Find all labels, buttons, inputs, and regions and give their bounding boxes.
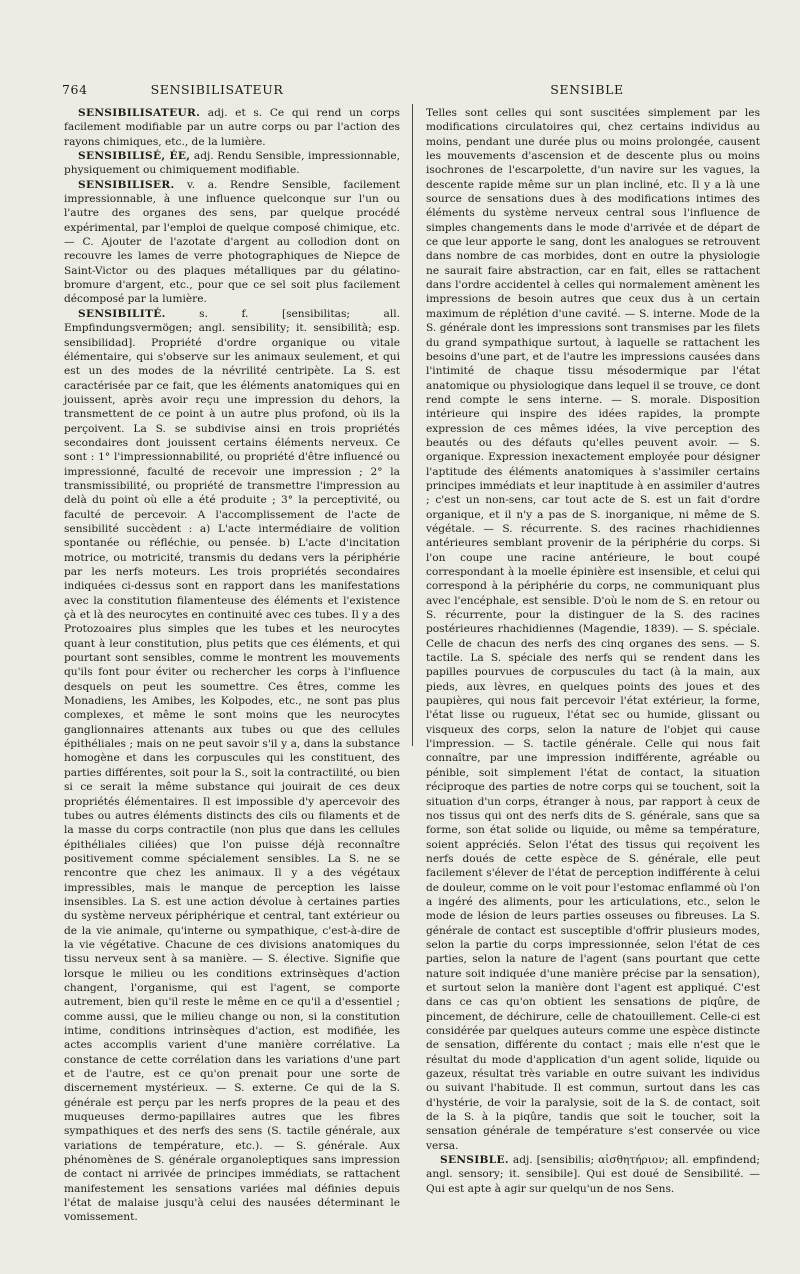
- entry-headword: SENSIBLE.: [440, 1154, 509, 1167]
- entry-sensibilite-continued: [426, 106, 760, 1153]
- page-header: [62, 82, 742, 102]
- left-column: [64, 106, 400, 1225]
- entry-sensibilisateur: [64, 106, 400, 149]
- entry-text: adj. et s. Ce qui rend un corps facilement modifiable par un autre corps ou par l'action des rayons chimiques, etc., de la lumière.: [64, 107, 400, 148]
- entry-headword: SENSIBILISÉ, ÉE,: [78, 150, 191, 163]
- entry-text: adj. [sensibilis; αἰσθητήριον; all. empfindend; angl. sensory; it. sensibile]. Qui est doué de Sensibilité. — Qui est apte à agir sur quelqu'un de nos Sens.: [426, 1154, 760, 1195]
- page-number: 764: [62, 82, 88, 97]
- entry-headword: SENSIBILISER.: [78, 178, 175, 191]
- entry-headword: SENSIBILITÉ.: [78, 307, 166, 320]
- column-divider: [412, 104, 413, 746]
- right-column: [426, 106, 760, 1196]
- entry-text: Telles sont celles qui sont suscitées simplement par les modifications circulatoires qui, chez certains individus au moins, pendant une durée plus ou moins prolongée, causent les mouvements d'ascension et de descente plus ou moins isochrones de l'escarpolette, d'un navire sur les vagues, la descente rapide même sur un plan incliné, etc. Il y a là une source de sensations dues à des modifications intimes des éléments du système nerveux central sous l'influence de simples changements dans le mode d'arrivée et de départ de ce que leur apporte le sang, dont les analogues se retrouvent dans nombre de cas morbides, dont en outre la physiologie ne saurait faire abstraction, car en fait, elles se rattachent dans l'ordre accidentel à celles qui normalement amènent les impressions de besoin autres que ceux dus à un certain maximum de réplétion d'une cavité. — S. interne. Mode de la S. générale dont les impressions sont transmises par les filets du grand sympathique surtout, à laquelle se rattachent les besoins d'une part, et de l'autre les impressions causées dans l'intimité de chaque tissu mésodermique par l'état anatomique ou physiologique dans lequel il se trouve, ce dont rend compte le sens interne. — S. morale. Disposition intérieure qui inspire des idées rapides, la prompte expression de ces mêmes idées, la vive perception des beautés ou des défauts qu'elles peuvent avoir. — S. organique. Expression inexactement employée pour désigner l'aptitude des éléments anatomiques à s'assimiler certains principes immédiats et leur inaptitude à en assimiler d'autres ; c'est un non-sens, car tout acte de S. est un fait d'ordre organique, et il n'y a pas de S. inorganique, ni même de S. végétale. — S. récurrente. S. des racines rhachidiennes antérieures semblant provenir de la périphérie du corps. Si l'on coupe une racine antérieure, le bout coupé correspondant à la moelle épinière est insensible, et celui qui correspond à la périphérie du corps, ne communiquant plus avec l'encéphale, est sensible. D'où le nom de S. en retour ou S. récurrente, pour la distinguer de la S. des racines postérieures rhachidiennes (Magendie, 1839). — S. spéciale. Celle de chacun des nerfs des cinq organes des sens. — S. tactile. La S. spéciale des nerfs qui se rendent dans les papilles pourvues de corpuscules du tact (à la main, aux pieds, aux lèvres, en quelques points des joues et des paupières, qui nous fait percevoir l'état extérieur, la forme, l'état lisse ou rugueux, l'état sec ou humide, glissant ou visqueux des corps, selon la nature de l'objet qui cause l'impression. — S. tactile générale. Celle qui nous fait connaître, par une impression indifférente, agréable ou pénible, soit simplement l'état de contact, la situation réciproque des parties de notre corps qui se touchent, soit la situation d'un corps, étranger à nous, par rapport à ceux de nos tissus qui ont des nerfs dits de S. générale, sans que sa forme, son état solide ou liquide, ou même sa température, soient appréciés. Selon l'état des tissus qui reçoivent les nerfs doués de cette espèce de S. générale, elle peut facilement s'élever de l'état de perception indifférente à celui de douleur, comme on le voit pour l'estomac enflammé où l'on a ingéré des aliments, pour les articulations, etc., selon le mode de lésion de leurs parties osseuses ou fibreuses. La S. générale de contact est susceptible d'offrir plusieurs modes, selon la partie du corps impressionnée, selon l'état de ces parties, selon la nature de l'agent (sans pourtant que cette nature soit indiquée d'une manière précise par la sensation), et surtout selon la manière dont l'agent est appliqué. C'est dans ce cas qu'on obtient les sensations de piqûre, de pincement, de déchirure, celle de chatouillement. Celle-ci est considérée par quelques auteurs comme une espèce distincte de sensation, différente du contact ; mais elle n'est que le résultat du mode d'application d'un agent solide, liquide ou gazeux, résultat très variable en outre suivant les individus ou suivant l'habitude. Il est commun, surtout dans les cas d'hystérie, de voir la paralysie, soit de la S. de contact, soit de la S. à la piqûre, tandis que soit le toucher, soit la sensation générale de température s'est conservée ou vice versa.: [426, 107, 760, 1152]
- entry-sensibilise: [64, 149, 400, 178]
- entry-text: adj. Rendu Sensible, impressionnable, physiquement ou chimiquement modifiable.: [64, 150, 400, 177]
- entry-sensible: [426, 1153, 760, 1196]
- entry-sensibiliser: [64, 178, 400, 307]
- running-head-left: SENSIBILISATEUR: [150, 82, 284, 97]
- entry-text: v. a. Rendre Sensible, facilement impressionnable, à une influence quelconque sur l'un ou l'autre des organes des sens, par quelque procédé expérimental, par l'emploi de quelque composé chimique, etc. — C. Ajouter de l'azotate d'argent au collodion dont on recouvre les lames de verre photographiques de Niepce de Saint-Victor ou des plaques métalliques par du gélatino-bromure d'argent, etc., pour que ce sel soit plus facilement décomposé par la lumière.: [64, 178, 400, 306]
- running-head-right: SENSIBLE: [550, 82, 624, 97]
- entry-headword: SENSIBILISATEUR.: [78, 107, 201, 119]
- entry-text: s. f. [sensibilitas; all. Empfindungsvermögen; angl. sensibility; it. sensibilità; esp. sensibilidad]. Propriété d'ordre organique ou vitale élémentaire, qui s'observe sur les animaux seulement, et qui est un des modes de la névrilité centripète. La S. est caractérisée par ce fait, que les éléments anatomiques qui en jouissent, après avoir reçu une impression du dehors, la transmettent de ce point à un autre plus profond, où ils la perçoivent. La S. se subdivise ainsi en trois propriétés secondaires dont jouissent certains éléments nerveux. Ce sont : 1° l'impressionnabilité, ou propriété d'être influencé ou impressionné, faculté de recevoir une impression ; 2° la transmissibilité, ou propriété de transmettre l'impression au delà du point où elle a été produite ; 3° la perceptivité, ou faculté de percevoir. A l'accomplissement de l'acte de sensibilité succèdent : a) L'acte intermédiaire de volition spontanée ou réfléchie, ou pensée. b) L'acte d'incitation motrice, ou motricité, transmis du dedans vers la périphérie par les nerfs moteurs. Les trois propriétés secondaires indiquées ci-dessus sont en rapport dans les manifestations avec la constitution filamenteuse des éléments et l'existence çà et là des neurocytes en continuité avec ces tubes. Il y a des Protozoaires plus simples que les tubes et les neurocytes quant à leur constitution, plus petits que ces éléments, et qui pourtant sont sensibles, comme le montrent les mouvements qu'ils font pour éviter ou rechercher les corps à l'influence desquels on peut les soumettre. Ces êtres, comme les Monadiens, les Amibes, les Kolpodes, etc., ne sont pas plus complexes, et même le sont moins que les neurocytes ganglionnaires attenants aux tubes ou que des cellules épithéliales ; mais on ne peut savoir s'il y a, dans la substance homogène et dans les corpuscules qui les constituent, des parties différentes, soit pour la S., soit la contractilité, ou bien si ce serait la même substance qui jouirait de ces deux propriétés élémentaires. Il est impossible d'y apercevoir des tubes ou autres éléments distincts des cils ou filaments et de la masse du corps contractile (non plus que dans les cellules épithéliales ciliées) que l'on puisse déjà reconnaître positivement comme spécialement sensibles. La S. ne se rencontre que chez les animaux. Il y a des végétaux impressibles, mais le manque de perception les laisse insensibles. La S. est une action dévolue à certaines parties du système nerveux périphérique et central, tant extérieur ou de la vie animale, qu'interne ou sympathique, c'est-à-dire de la vie végétative. Chacune de ces divisions anatomiques du tissu nerveux sent à sa manière. — S. élective. Signifie que lorsque le milieu ou les conditions extrinsèques d'action changent, l'organisme, qui est l'agent, se comporte autrement, bien qu'il reste le même en ce qu'il a d'essentiel ; comme aussi, que le milieu change ou non, si la constitution intime, conditions intrinsèques d'action, est modifiée, les actes accomplis varient d'une manière corrélative. La constance de cette corrélation dans les variations d'une part et de l'autre, est ce qu'on prenait pour une sorte de discernement mystérieux. — S. externe. Ce qui de la S. générale est perçu par les nerfs propres de la peau et des muqueuses dermo-papillaires autres que les fibres sympathiques et des nerfs des sens (S. tactile générale, aux variations de température, etc.). — S. générale. Aux phénomènes de S. générale organoleptiques sans impression de contact ni arrivée de principes immédiats, se rattachent manifestement les sensations variées mal définies depuis l'état de malaise jusqu'à celui des nausées déterminant le vomissement.: [64, 307, 400, 1224]
- entry-sensibilite: [64, 307, 400, 1225]
